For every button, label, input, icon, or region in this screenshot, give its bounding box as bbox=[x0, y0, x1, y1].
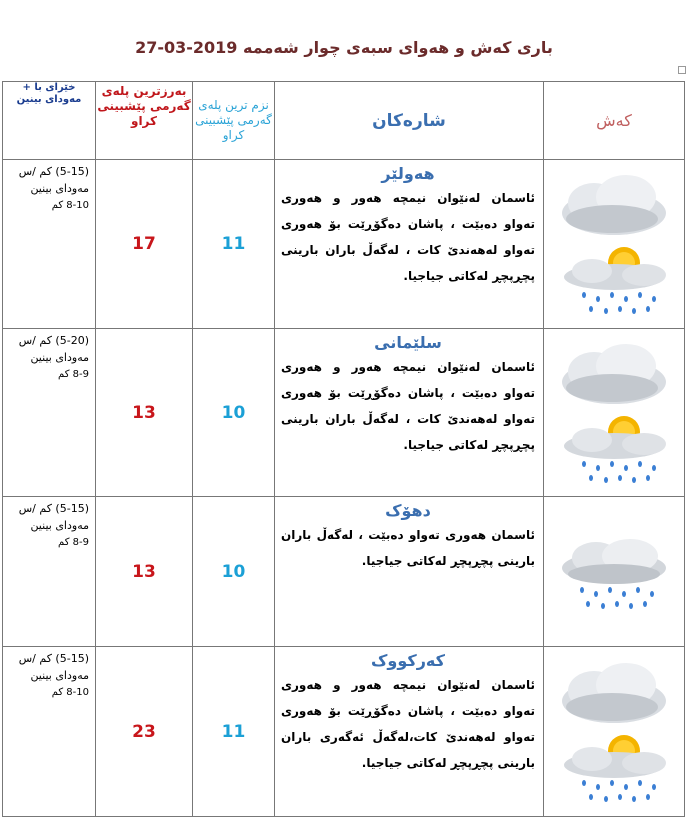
visibility-value: 8-10 کم bbox=[51, 200, 89, 211]
cloud-rain-icon bbox=[554, 532, 674, 612]
city-cell bbox=[275, 647, 544, 817]
visibility-value: 8-9 کم bbox=[58, 369, 89, 380]
city-description: ئاسمان لەنێوان نیمچە هەور و هەوری تەواو دەبێت ، پاشان دەگۆڕێت بۆ هەوری تەواو لەهەندێ کات ، لەگەڵ باران بارینی پچڕپچڕ لەکاتی جیاجیا. bbox=[281, 360, 535, 452]
weather-icons-cell bbox=[544, 497, 685, 647]
table-anchor-icon bbox=[678, 66, 686, 74]
wind-visibility-cell bbox=[3, 160, 96, 329]
wind-speed: (5-15) کم /س bbox=[18, 165, 89, 178]
header-row bbox=[3, 82, 685, 160]
visibility-value: 8-9 کم bbox=[58, 537, 89, 548]
visibility-label: مەودای بینین bbox=[30, 351, 89, 364]
city-name: سلێمانی bbox=[374, 333, 442, 352]
forecast-table bbox=[2, 81, 685, 817]
sun-cloud-rain-icon bbox=[554, 410, 674, 486]
table-row bbox=[3, 329, 685, 497]
visibility-label: مەودای بینین bbox=[30, 182, 89, 195]
header-max-temp: بەرزترین پلەی گەرمی پێشبینی کراو bbox=[96, 82, 193, 160]
header-wind: خێرای با + مەودای بینین bbox=[3, 82, 96, 160]
header-min-temp: نزم ترین پلەی گەرمی پێشبینی کراو bbox=[193, 82, 275, 160]
city-name: دهۆک bbox=[385, 501, 431, 520]
cloud-icon bbox=[554, 659, 674, 729]
city-description: ئاسمان لەنێوان نیمچە هەور و هەوری تەواو دەبێت ، پاشان دەگۆڕێت بۆ هەوری تەواو لەهەندێ کات،لەگەڵ ئەگەری باران بارینی پچڕپچڕ لەکاتی جیاجیا. bbox=[281, 678, 535, 770]
table-row bbox=[3, 497, 685, 647]
city-description: ئاسمان لەنێوان نیمچە هەور و هەوری تەواو دەبێت ، پاشان دەگۆڕێت بۆ هەوری تەواو لەهەندێ کات ، لەگەڵ باران بارینی پچڕپچڕ لەکاتی جیاجیا. bbox=[281, 191, 535, 283]
min-temp: 11 bbox=[193, 160, 275, 329]
sun-cloud-rain-icon bbox=[554, 729, 674, 805]
wind-speed: (5-15) کم /س bbox=[18, 652, 89, 665]
header-cities: شارەکان bbox=[275, 82, 544, 160]
max-temp: 17 bbox=[96, 160, 193, 329]
max-temp: 13 bbox=[96, 497, 193, 647]
wind-visibility-cell bbox=[3, 329, 96, 497]
city-description: ئاسمان هەوری تەواو دەبێت ، لەگەڵ باران بارینی پچڕپچڕ لەکاتی جیاجیا. bbox=[281, 528, 535, 568]
wind-visibility-cell bbox=[3, 497, 96, 647]
max-temp: 23 bbox=[96, 647, 193, 817]
cloud-icon bbox=[554, 171, 674, 241]
table-row bbox=[3, 647, 685, 817]
visibility-value: 8-10 کم bbox=[51, 687, 89, 698]
city-cell bbox=[275, 160, 544, 329]
city-cell bbox=[275, 329, 544, 497]
min-temp: 10 bbox=[193, 497, 275, 647]
min-temp: 11 bbox=[193, 647, 275, 817]
page-title: باری کەش و هەوای سبەی چوار شەممە 2019-03-27 bbox=[135, 38, 553, 57]
cloud-icon bbox=[554, 340, 674, 410]
city-name: هەولێر bbox=[381, 164, 435, 183]
weather-icons-cell bbox=[544, 160, 685, 329]
max-temp: 13 bbox=[96, 329, 193, 497]
city-cell bbox=[275, 497, 544, 647]
wind-speed: (5-15) کم /س bbox=[18, 502, 89, 515]
wind-speed: (5-20) کم /س bbox=[18, 334, 89, 347]
visibility-label: مەودای بینین bbox=[30, 669, 89, 682]
weather-icons-cell bbox=[544, 329, 685, 497]
sun-cloud-rain-icon bbox=[554, 241, 674, 317]
visibility-label: مەودای بینین bbox=[30, 519, 89, 532]
wind-visibility-cell bbox=[3, 647, 96, 817]
weather-icons-cell bbox=[544, 647, 685, 817]
min-temp: 10 bbox=[193, 329, 275, 497]
table-row bbox=[3, 160, 685, 329]
header-weather: کەش bbox=[544, 82, 685, 160]
city-name: کەرکووک bbox=[371, 651, 445, 670]
